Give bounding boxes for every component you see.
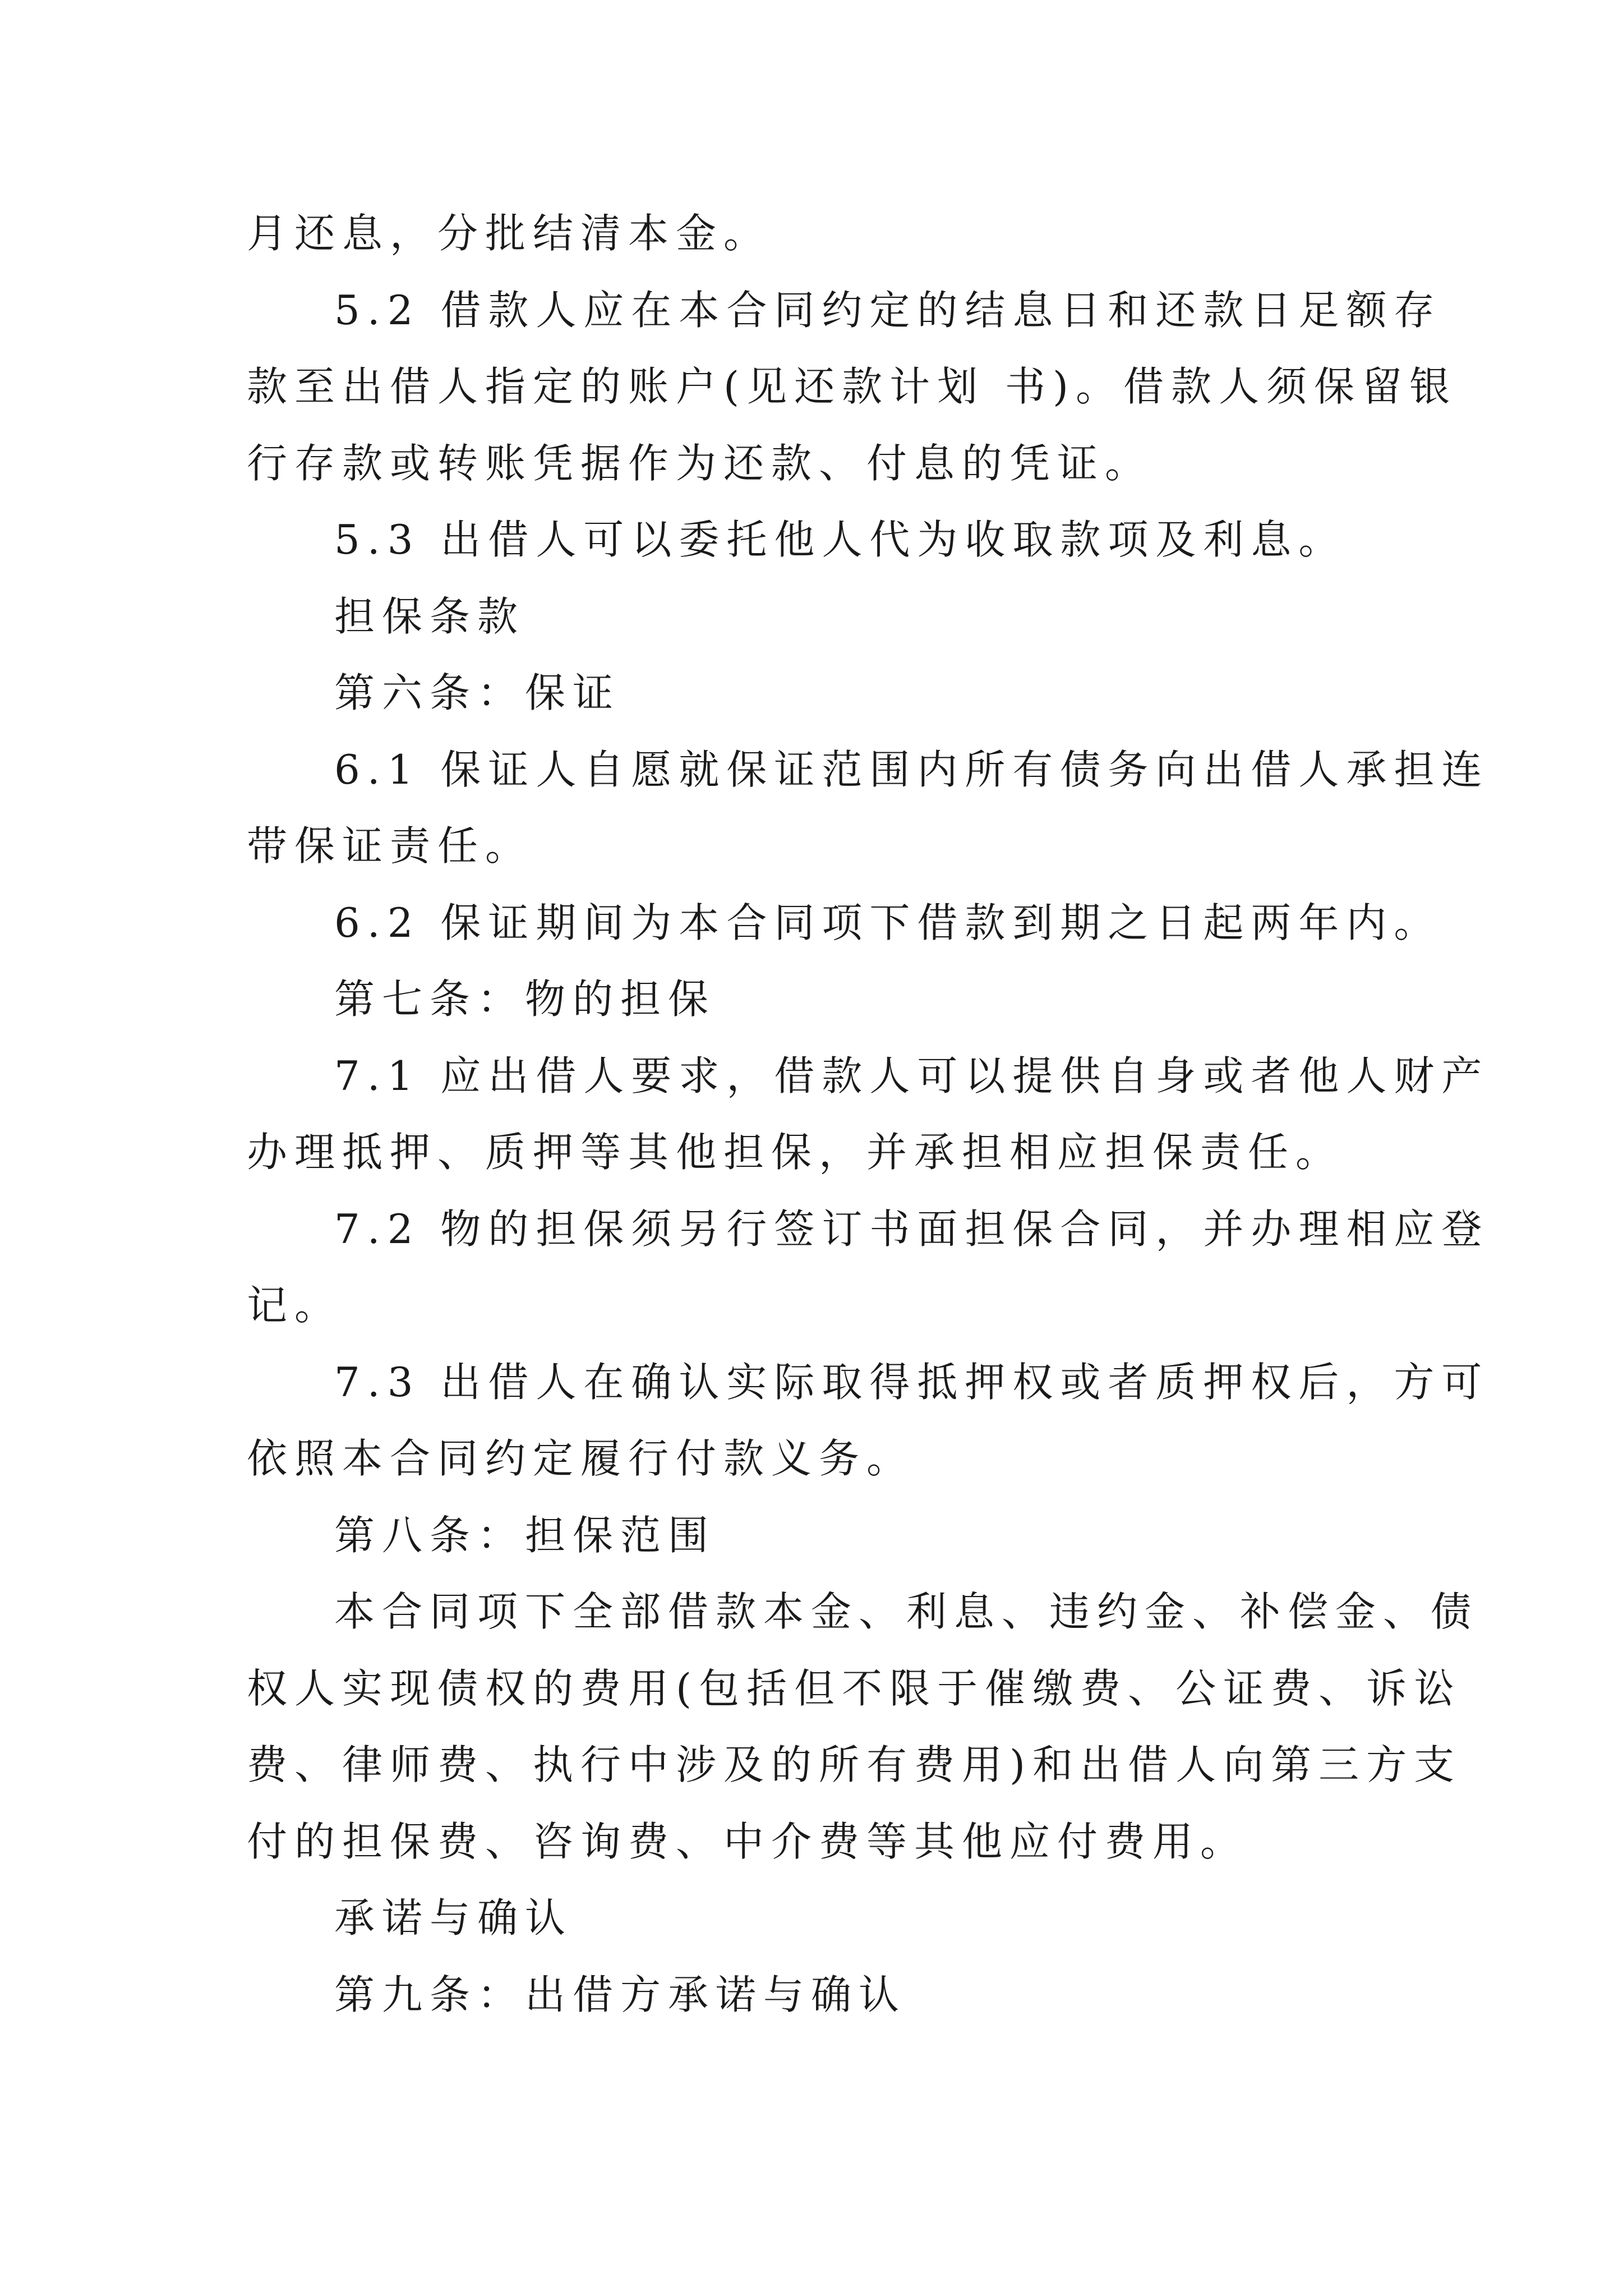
article-7-heading: 第七条：物的担保: [334, 976, 716, 1023]
text-line: 月还息，分批结清本金。: [247, 210, 772, 257]
text-line: 款至出借人指定的账户(见还款计划 书)。借款人须保留银: [247, 363, 1458, 410]
text-line: 依照本合同约定履行付款义务。: [247, 1435, 915, 1482]
clause-7-3-line: 7.3 出借人在确认实际取得抵押权或者质押权后，方可: [334, 1358, 1490, 1406]
clause-5-2-line: 5.2 借款人应在本合同约定的结息日和还款日足额存: [334, 286, 1442, 334]
clause-6-2-line: 6.2 保证期间为本合同项下借款到期之日起两年内。: [334, 899, 1442, 946]
text-line: 权人实现债权的费用(包括但不限于催缴费、公证费、诉讼: [247, 1664, 1462, 1712]
clause-7-2-line: 7.2 物的担保须另行签订书面担保合同，并办理相应登: [334, 1205, 1490, 1253]
article-9-heading: 第九条：出借方承诺与确认: [334, 1971, 907, 2018]
text-line: 付的担保费、咨询费、中介费等其他应付费用。: [247, 1818, 1248, 1865]
clause-7-1-line: 7.1 应出借人要求，借款人可以提供自身或者他人财产: [334, 1052, 1490, 1099]
text-line: 带保证责任。: [247, 822, 533, 869]
text-line: 记。: [247, 1282, 343, 1329]
section-heading: 担保条款: [334, 592, 525, 640]
clause-6-1-line: 6.1 保证人自愿就保证范围内所有债务向出借人承担连: [334, 746, 1490, 793]
text-line: 行存款或转账凭据作为还款、付息的凭证。: [247, 439, 1153, 487]
section-heading: 承诺与确认: [334, 1894, 573, 1941]
text-line: 办理抵押、质押等其他担保，并承担相应担保责任。: [247, 1129, 1344, 1176]
article-8-text-line: 本合同项下全部借款本金、利息、违约金、补偿金、债: [334, 1588, 1479, 1635]
article-6-heading: 第六条：保证: [334, 669, 621, 716]
article-8-heading: 第八条：担保范围: [334, 1511, 716, 1559]
clause-5-3-line: 5.3 出借人可以委托他人代为收取款项及利息。: [334, 516, 1347, 563]
document-body: [247, 195, 1490, 2033]
text-line: 费、律师费、执行中涉及的所有费用)和出借人向第三方支: [247, 1741, 1462, 1788]
